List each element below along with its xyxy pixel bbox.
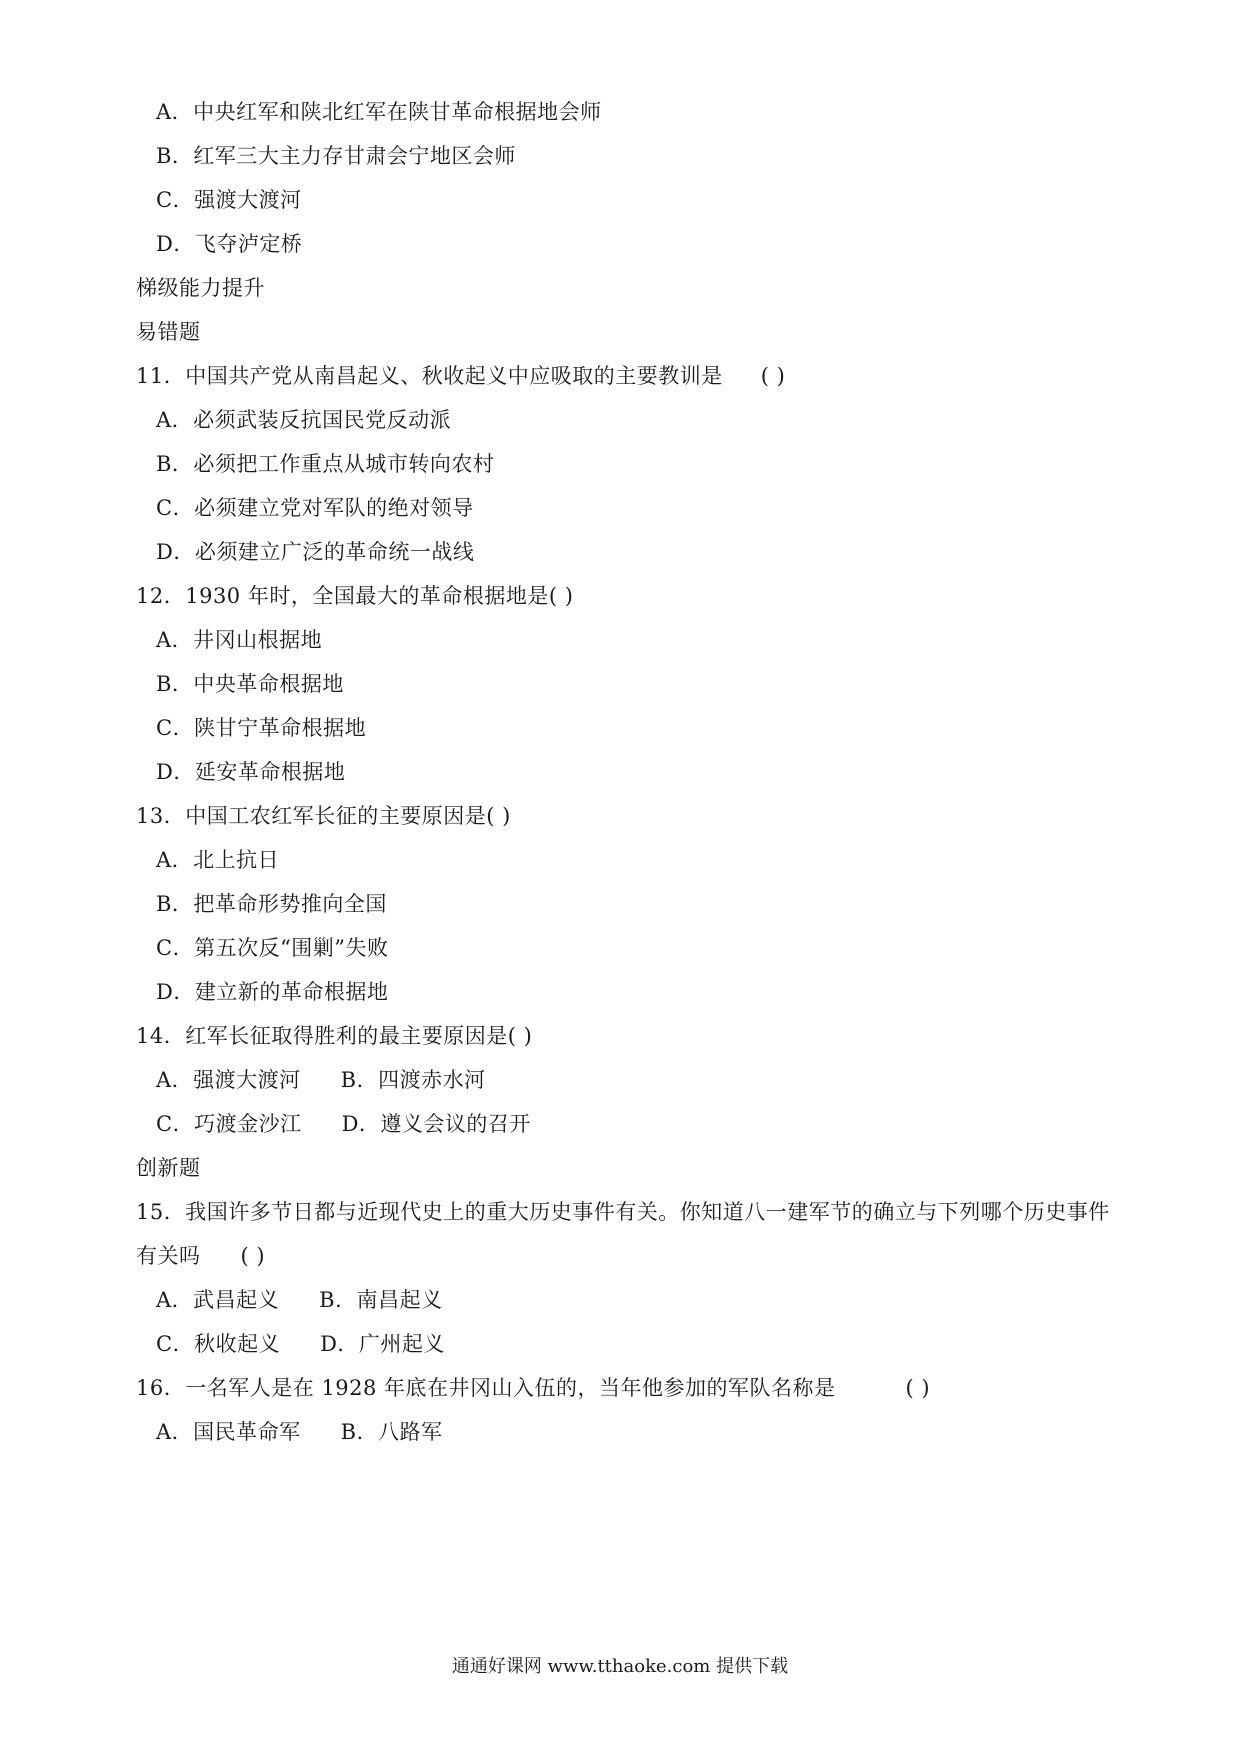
subsection-easy-error: 易错题 <box>136 320 201 344</box>
q11-option-b: B．必须把工作重点从城市转向农村 <box>156 452 495 476</box>
q15-options-row-2 <box>156 1330 445 1358</box>
q13-option-d: D．建立新的革命根据地 <box>156 980 389 1004</box>
q15-option-b: B．南昌起义 <box>319 1288 443 1312</box>
q14-stem: 14．红军长征取得胜利的最主要原因是( ) <box>136 1024 533 1048</box>
q14-option-c: C．巧渡金沙江 <box>156 1112 302 1136</box>
q16-options-row-1 <box>156 1418 443 1446</box>
q12-option-b: B．中央革命根据地 <box>156 672 344 696</box>
q14-option-a: A．强渡大渡河 <box>156 1068 301 1092</box>
q16-option-a: A．国民革命军 <box>156 1420 301 1444</box>
q11-stem-text: 11．中国共产党从南昌起义、秋收起义中应吸取的主要教训是 <box>136 364 723 388</box>
q11-option-d: D．必须建立广泛的革命统一战线 <box>156 540 475 564</box>
q14-option-b: B．四渡赤水河 <box>340 1068 486 1092</box>
q15-options-row-1 <box>156 1286 443 1314</box>
q13-option-b: B．把革命形势推向全国 <box>156 892 387 916</box>
q15-option-d: D．广州起义 <box>320 1332 445 1356</box>
q12-option-d: D．延安革命根据地 <box>156 760 346 784</box>
q12-option-c: C．陕甘宁革命根据地 <box>156 716 367 740</box>
q15-stem-line-1: 15．我国许多节日都与近现代史上的重大历史事件有关。你知道八一建军节的确立与下列哪个历史事件 <box>136 1200 1110 1224</box>
page-footer: 通通好课网 www.tthaoke.com 提供下载 <box>451 1656 789 1677</box>
q10-option-c: C．强渡大渡河 <box>156 188 302 212</box>
q10-option-b: B．红军三大主力存甘肃会宁地区会师 <box>156 144 516 168</box>
q16-answer-blank: ( ) <box>905 1376 931 1400</box>
q15-answer-blank: ( ) <box>240 1244 266 1268</box>
q12-option-a: A．井冈山根据地 <box>156 628 323 652</box>
q14-option-d: D．遵义会议的召开 <box>341 1112 531 1136</box>
q15-option-c: C．秋收起义 <box>156 1332 281 1356</box>
q13-option-a: A．北上抗日 <box>156 848 280 872</box>
q15-option-a: A．武昌起义 <box>156 1288 280 1312</box>
q10-option-d: D．飞夺泸定桥 <box>156 232 303 256</box>
q15-stem-text: 有关吗 <box>136 1244 201 1268</box>
q12-stem: 12．1930 年时，全国最大的革命根据地是( ) <box>136 584 574 608</box>
subsection-innovation: 创新题 <box>136 1156 201 1180</box>
q14-options-row-2 <box>156 1110 531 1138</box>
q16-stem-text: 16．一名军人是在 1928 年底在井冈山入伍的，当年他参加的军队名称是 <box>136 1376 836 1400</box>
q10-option-a: A．中央红军和陕北红军在陕甘革命根据地会师 <box>156 100 602 124</box>
section-title: 梯级能力提升 <box>136 276 265 300</box>
q16-stem <box>136 1374 930 1402</box>
q14-options-row-1 <box>156 1066 486 1094</box>
q13-option-c: C．第五次反“围剿”失败 <box>156 936 389 960</box>
q11-stem <box>136 362 785 390</box>
q15-stem-line-2 <box>136 1242 265 1270</box>
q16-option-b: B．八路军 <box>340 1420 443 1444</box>
q11-answer-blank: ( ) <box>760 364 786 388</box>
q13-stem: 13．中国工农红军长征的主要原因是( ) <box>136 804 511 828</box>
q11-option-c: C．必须建立党对军队的绝对领导 <box>156 496 474 520</box>
q11-option-a: A．必须武装反抗国民党反动派 <box>156 408 452 432</box>
